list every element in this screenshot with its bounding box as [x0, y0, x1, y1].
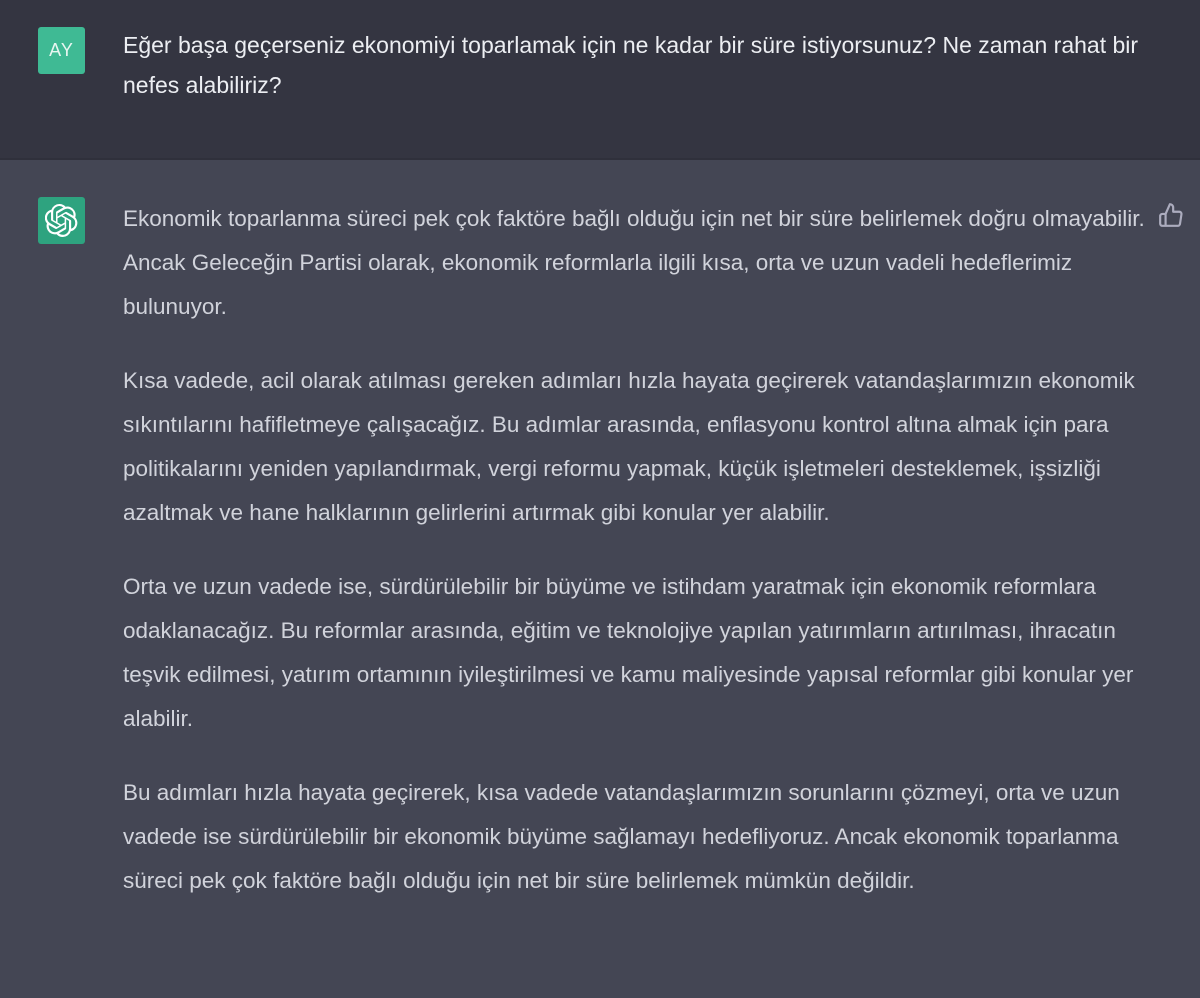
openai-logo-icon	[45, 204, 78, 237]
user-message-text: Eğer başa geçerseniz ekonomiyi toparlamak için ne kadar bir süre istiyorsunuz? Ne zaman rahat bir nefes alabiliriz?	[123, 32, 1139, 98]
thumbs-up-icon	[1158, 202, 1184, 228]
assistant-message	[0, 160, 1200, 998]
assistant-paragraph: Kısa vadede, acil olarak atılması gereken adımları hızla hayata geçirerek vatandaşlarımızın ekonomik sıkıntılarını hafifletmeye çalışacağız. Bu adımlar arasında, enflasyonu kontrol altına almak için para politikalarını yeniden yapılandırmak, vergi reformu yapmak, küçük işletmeleri desteklemek, işsizliği azaltmak ve hane halklarının gelirlerini artırmak gibi konular yer alabilir.	[123, 368, 1135, 525]
assistant-paragraph: Orta ve uzun vadede ise, sürdürülebilir bir büyüme ve istihdam yaratmak için ekonomik reformlara odaklanacağız. Bu reformlar arasında, eğitim ve teknolojiye yapılan yatırımların artırılması, ihracatın teşvik edilmesi, yatırım ortamının iyileştirilmesi ve kamu maliyesinde yapısal reformlar gibi konular yer alabilir.	[123, 574, 1134, 731]
thumbs-up-button[interactable]	[1158, 202, 1184, 228]
user-message	[0, 0, 1200, 160]
assistant-paragraph: Ekonomik toparlanma süreci pek çok faktöre bağlı olduğu için net bir süre belirlemek doğru olmayabilir. Ancak Geleceğin Partisi olarak, ekonomik reformlarla ilgili kısa, orta ve uzun vadeli hedeflerimiz bulunuyor.	[123, 206, 1145, 319]
user-avatar	[38, 27, 85, 74]
assistant-avatar	[38, 197, 85, 244]
assistant-paragraph: Bu adımları hızla hayata geçirerek, kısa vadede vatandaşlarımızın sorunlarını çözmeyi, orta ve uzun vadede ise sürdürülebilir bir ekonomik büyüme sağlamayı hedefliyoruz. Ancak ekonomik toparlanma süreci pek çok faktöre bağlı olduğu için net bir süre belirlemek mümkün değildir.	[123, 780, 1120, 893]
assistant-message-text	[123, 197, 1153, 933]
user-avatar-initials: AY	[49, 40, 74, 60]
